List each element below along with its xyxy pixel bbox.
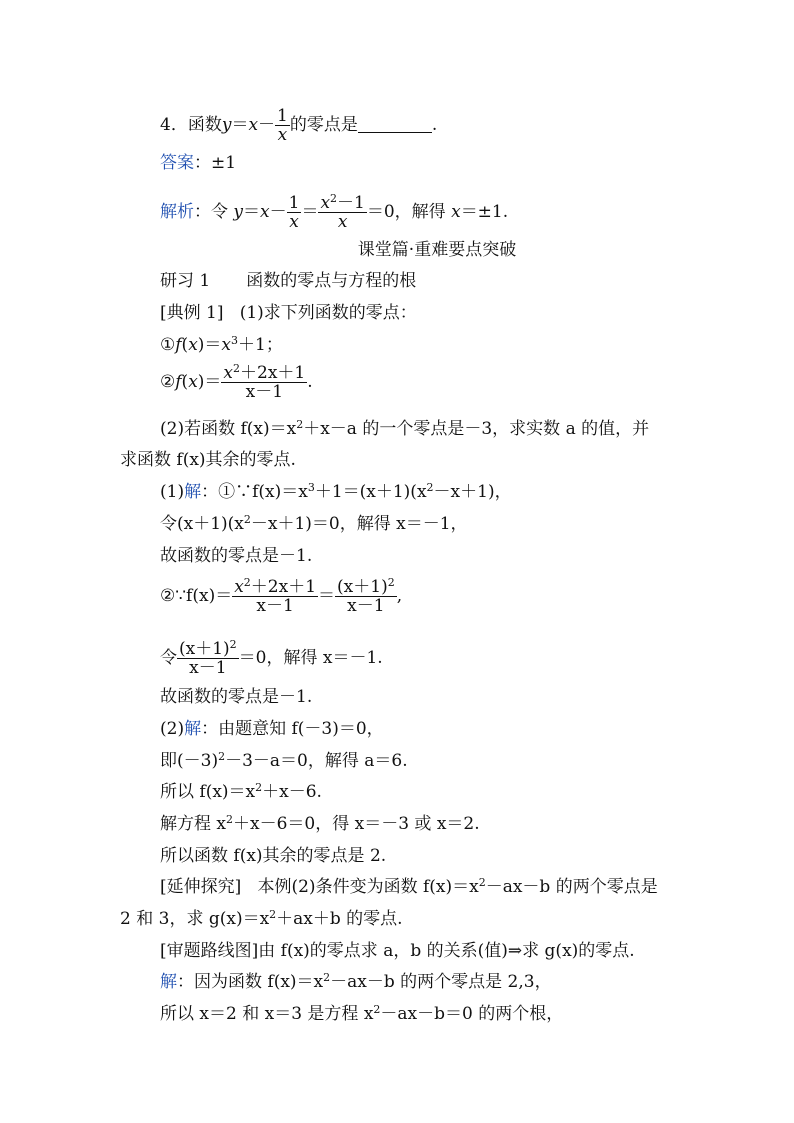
section-title: 课堂篇·重难要点突破	[357, 240, 517, 260]
analysis-fraction-1: $\frac{1}{x}$	[288, 193, 300, 232]
solution-3e: 所以函数 f(x)其余的零点是 2.	[160, 846, 387, 866]
solution-2b-fraction: $\frac{(x+1)^2}{x-1}$	[179, 638, 237, 678]
solution-2b: 令 $\frac{(x+1)^2}{x-1}$ ＝0，解得 x＝－1.	[160, 638, 383, 678]
solution-2: ②∵f(x)＝ $\frac{x^2+2x+1}{x-1}$ ＝ $\frac{(x+1)^2}{x-1}$ ,	[160, 576, 403, 616]
answer-value: ±1	[211, 153, 237, 173]
part2-line2: 求函数 f(x)其余的零点.	[120, 450, 296, 470]
solution-3b: 即$(-3)^2-3-a=0$，解得 a＝6.	[160, 750, 408, 771]
part2-line1: (2)若函数 $f(x)=x^2+x-a$ 的一个零点是－3，求实数 a 的值，并	[160, 418, 650, 439]
analysis-label: 解析	[160, 202, 194, 222]
extension-line1: [延伸探究] 本例(2)条件变为函数 $f(x)=x^2-ax-b$ 的两个零点是	[160, 876, 658, 897]
solution-3d: 解方程 $x^2+x-6=0$，得 x＝－3 或 x＝2.	[160, 813, 480, 834]
solution-3: (2)解：由题意知 f(－3)＝0，	[160, 719, 384, 739]
solution-2-fraction-2: $\frac{(x+1)^2}{x-1}$	[337, 576, 395, 616]
extension-line2: 2 和 3，求 $g(x)=x^2+ax+b$ 的零点.	[120, 908, 403, 929]
solution-2-fraction-1: $\frac{x^2+2x+1}{x-1}$	[234, 576, 317, 616]
answer-blank	[358, 116, 432, 133]
solution-3c: 所以 $f(x)=x^2+x-6$.	[160, 781, 322, 802]
solution-4: 解：因为函数 $f(x)=x^2-ax-b$ 的两个零点是 2,3，	[160, 971, 552, 992]
q4-fraction: $\frac{1}{x}$	[277, 106, 288, 145]
solution-2c: 故函数的零点是－1.	[160, 687, 313, 707]
function-1: $①f(x)=x^3+1$；	[160, 334, 283, 355]
topic-label: 研习 1	[160, 271, 211, 291]
answer-label: 答案	[160, 153, 194, 173]
topic-heading	[160, 270, 416, 292]
route-line: [审题路线图]由 f(x)的零点求 a，b 的关系(值)⇒求 g(x)的零点.	[160, 941, 635, 961]
solution-1c: 故函数的零点是－1.	[160, 546, 313, 566]
function-2-fraction: $\frac{x^2+2x+1}{x-1}$	[223, 362, 306, 402]
question-4: 4．函数y＝x－ $\frac{1}{x}$ 的零点是 .	[160, 106, 438, 145]
topic-title: 函数的零点与方程的根	[246, 271, 417, 291]
answer-line: 答案：±1	[160, 153, 237, 173]
q4-prefix: 4．函数	[160, 115, 222, 135]
example-heading: [典例 1] (1)求下列函数的零点：	[160, 303, 417, 323]
analysis-line: 解析：令 y＝x－ $\frac{1}{x}$ ＝ $\frac{x^2-1}{x}$ ＝0，解得 x＝±1.	[160, 192, 509, 232]
solution-1: (1)解：$①\because f(x)=x^3+1=(x+1)(x^2-x+1)$，	[160, 481, 512, 502]
solution-4b: 所以 x＝2 和 x＝3 是方程 $x^2-ax-b=0$ 的两个根，	[160, 1003, 564, 1024]
solution-1b: 令$(x+1)(x^2-x+1)=0$，解得 x＝－1，	[160, 513, 468, 534]
analysis-fraction-2: $\frac{x^2-1}{x}$	[320, 192, 365, 232]
function-2: ②f(x)＝ $\frac{x^2+2x+1}{x-1}$ .	[160, 362, 313, 402]
